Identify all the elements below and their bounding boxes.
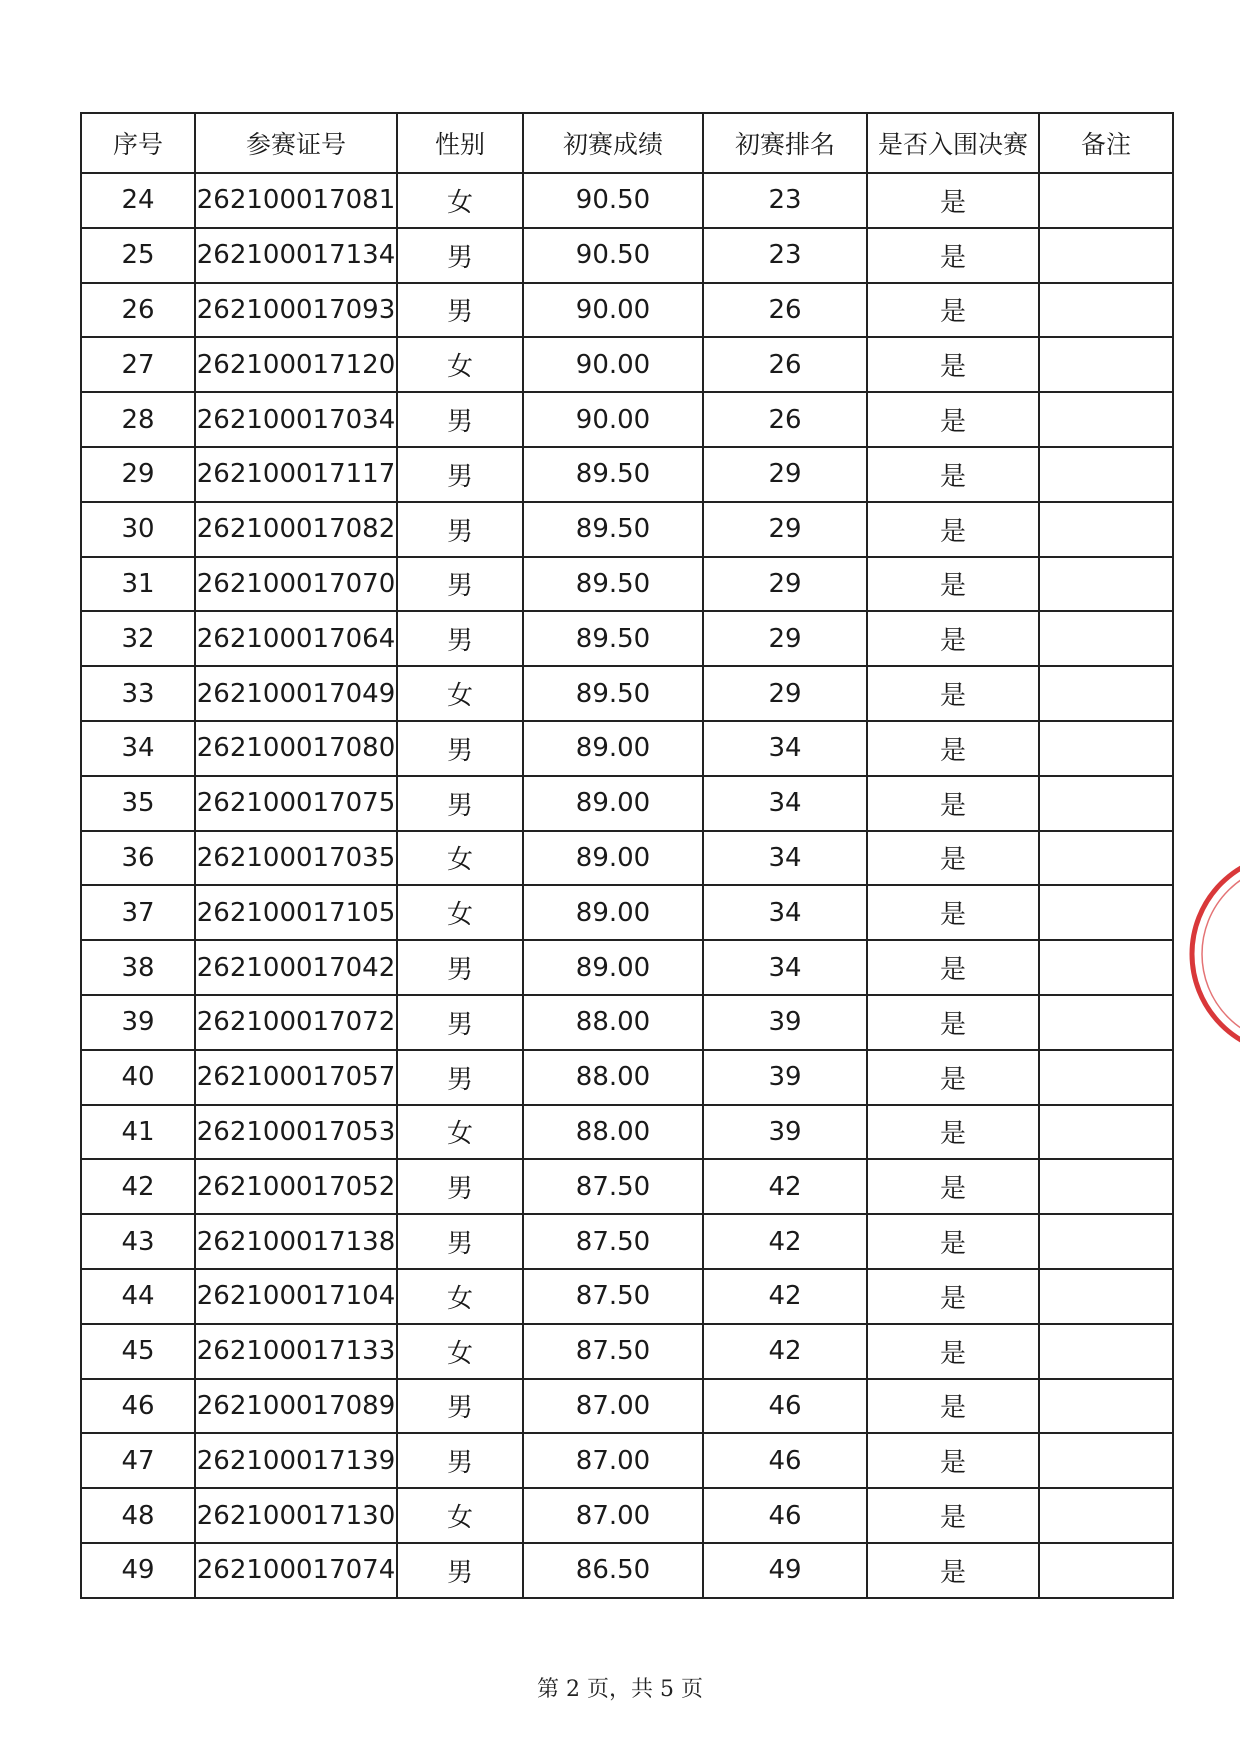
- cell-prelim-rank: 42: [703, 1324, 867, 1379]
- cell-remark: [1039, 1324, 1173, 1379]
- cell-remark: [1039, 885, 1173, 940]
- cell-remark: [1039, 666, 1173, 721]
- cell-prelim-rank: 42: [703, 1269, 867, 1324]
- table-row: [81, 1105, 1173, 1160]
- cell-prelim-rank: 29: [703, 502, 867, 557]
- cell-gender: 男: [397, 611, 523, 666]
- cell-prelim-score: 89.50: [523, 557, 703, 612]
- cell-seq: 34: [81, 721, 195, 776]
- cell-finalist: 是: [867, 1379, 1039, 1434]
- cell-gender: 女: [397, 337, 523, 392]
- cell-prelim-score: 89.50: [523, 502, 703, 557]
- table-row: [81, 1543, 1173, 1598]
- table-row: [81, 283, 1173, 338]
- header-remark: 备注: [1039, 113, 1173, 173]
- cell-prelim-score: 89.50: [523, 447, 703, 502]
- table-row: [81, 940, 1173, 995]
- cell-seq: 46: [81, 1379, 195, 1434]
- table-row: [81, 1269, 1173, 1324]
- cell-prelim-score: 90.00: [523, 337, 703, 392]
- cell-finalist: 是: [867, 611, 1039, 666]
- cell-finalist: 是: [867, 831, 1039, 886]
- cell-seq: 27: [81, 337, 195, 392]
- cell-remark: [1039, 1488, 1173, 1543]
- cell-prelim-score: 87.50: [523, 1214, 703, 1269]
- cell-prelim-rank: 34: [703, 776, 867, 831]
- table-header-row: [81, 113, 1173, 173]
- cell-finalist: 是: [867, 940, 1039, 995]
- cell-prelim-score: 89.00: [523, 721, 703, 776]
- cell-gender: 女: [397, 1488, 523, 1543]
- cell-remark: [1039, 228, 1173, 283]
- cell-prelim-score: 90.50: [523, 173, 703, 228]
- table-row: [81, 1433, 1173, 1488]
- header-prelim-rank: 初赛排名: [703, 113, 867, 173]
- cell-seq: 38: [81, 940, 195, 995]
- cell-prelim-rank: 34: [703, 721, 867, 776]
- cell-remark: [1039, 776, 1173, 831]
- cell-cert-number: 262100017093: [195, 283, 397, 338]
- cell-gender: 男: [397, 283, 523, 338]
- cell-cert-number: 262100017081: [195, 173, 397, 228]
- cell-seq: 29: [81, 447, 195, 502]
- cell-remark: [1039, 392, 1173, 447]
- cell-seq: 49: [81, 1543, 195, 1598]
- cell-finalist: 是: [867, 776, 1039, 831]
- cell-prelim-score: 88.00: [523, 995, 703, 1050]
- cell-finalist: 是: [867, 337, 1039, 392]
- cell-cert-number: 262100017049: [195, 666, 397, 721]
- table-row: [81, 228, 1173, 283]
- cell-gender: 男: [397, 392, 523, 447]
- cell-seq: 32: [81, 611, 195, 666]
- cell-prelim-score: 87.00: [523, 1379, 703, 1434]
- cell-prelim-score: 89.00: [523, 940, 703, 995]
- seal-ring: [1192, 854, 1240, 1054]
- cell-finalist: 是: [867, 721, 1039, 776]
- table-row: [81, 557, 1173, 612]
- table-row: [81, 173, 1173, 228]
- cell-remark: [1039, 940, 1173, 995]
- cell-finalist: 是: [867, 995, 1039, 1050]
- cell-seq: 41: [81, 1105, 195, 1160]
- table-body: [81, 173, 1173, 1598]
- cell-seq: 45: [81, 1324, 195, 1379]
- cell-finalist: 是: [867, 1214, 1039, 1269]
- cell-seq: 48: [81, 1488, 195, 1543]
- cell-finalist: 是: [867, 1324, 1039, 1379]
- cell-cert-number: 262100017074: [195, 1543, 397, 1598]
- cell-prelim-score: 90.00: [523, 392, 703, 447]
- table-row: [81, 1050, 1173, 1105]
- cell-remark: [1039, 831, 1173, 886]
- cell-gender: 男: [397, 1379, 523, 1434]
- cell-prelim-score: 89.50: [523, 666, 703, 721]
- cell-gender: 女: [397, 173, 523, 228]
- table-row: [81, 1324, 1173, 1379]
- cell-prelim-score: 89.50: [523, 611, 703, 666]
- header-prelim-score: 初赛成绩: [523, 113, 703, 173]
- cell-finalist: 是: [867, 666, 1039, 721]
- cell-cert-number: 262100017134: [195, 228, 397, 283]
- table-row: [81, 337, 1173, 392]
- cell-finalist: 是: [867, 1543, 1039, 1598]
- cell-prelim-rank: 26: [703, 283, 867, 338]
- results-table: [80, 112, 1174, 1599]
- page-footer: 第 2 页，共 5 页: [537, 1677, 703, 1702]
- cell-prelim-score: 87.50: [523, 1269, 703, 1324]
- cell-seq: 36: [81, 831, 195, 886]
- cell-remark: [1039, 337, 1173, 392]
- cell-finalist: 是: [867, 1488, 1039, 1543]
- cell-prelim-score: 87.00: [523, 1433, 703, 1488]
- cell-gender: 男: [397, 995, 523, 1050]
- cell-remark: [1039, 173, 1173, 228]
- table-row: [81, 721, 1173, 776]
- cell-cert-number: 262100017035: [195, 831, 397, 886]
- cell-gender: 男: [397, 940, 523, 995]
- cell-seq: 47: [81, 1433, 195, 1488]
- table-row: [81, 995, 1173, 1050]
- cell-gender: 男: [397, 776, 523, 831]
- table-row: [81, 447, 1173, 502]
- cell-prelim-rank: 26: [703, 392, 867, 447]
- table-row: [81, 1214, 1173, 1269]
- cell-prelim-score: 90.00: [523, 283, 703, 338]
- cell-prelim-rank: 29: [703, 666, 867, 721]
- table-row: [81, 885, 1173, 940]
- cell-gender: 女: [397, 1105, 523, 1160]
- cell-cert-number: 262100017075: [195, 776, 397, 831]
- table-row: [81, 502, 1173, 557]
- cell-remark: [1039, 1543, 1173, 1598]
- cell-remark: [1039, 1159, 1173, 1214]
- table-row: [81, 1159, 1173, 1214]
- cell-prelim-score: 89.00: [523, 776, 703, 831]
- cell-gender: 男: [397, 1050, 523, 1105]
- cell-finalist: 是: [867, 885, 1039, 940]
- cell-prelim-rank: 46: [703, 1488, 867, 1543]
- cell-remark: [1039, 447, 1173, 502]
- cell-prelim-score: 89.00: [523, 885, 703, 940]
- cell-prelim-rank: 42: [703, 1214, 867, 1269]
- cell-gender: 女: [397, 831, 523, 886]
- cell-cert-number: 262100017117: [195, 447, 397, 502]
- cell-cert-number: 262100017133: [195, 1324, 397, 1379]
- cell-seq: 24: [81, 173, 195, 228]
- cell-seq: 42: [81, 1159, 195, 1214]
- cell-gender: 男: [397, 1159, 523, 1214]
- cell-prelim-rank: 42: [703, 1159, 867, 1214]
- cell-prelim-rank: 39: [703, 1105, 867, 1160]
- cell-remark: [1039, 611, 1173, 666]
- cell-finalist: 是: [867, 228, 1039, 283]
- cell-prelim-rank: 49: [703, 1543, 867, 1598]
- cell-prelim-rank: 29: [703, 557, 867, 612]
- header-seq: 序号: [81, 113, 195, 173]
- cell-finalist: 是: [867, 1105, 1039, 1160]
- table-row: [81, 666, 1173, 721]
- cell-cert-number: 262100017072: [195, 995, 397, 1050]
- cell-seq: 28: [81, 392, 195, 447]
- cell-remark: [1039, 721, 1173, 776]
- cell-seq: 25: [81, 228, 195, 283]
- cell-seq: 31: [81, 557, 195, 612]
- cell-cert-number: 262100017105: [195, 885, 397, 940]
- cell-cert-number: 262100017080: [195, 721, 397, 776]
- cell-gender: 男: [397, 1433, 523, 1488]
- cell-seq: 40: [81, 1050, 195, 1105]
- cell-gender: 女: [397, 1324, 523, 1379]
- cell-seq: 44: [81, 1269, 195, 1324]
- cell-gender: 男: [397, 447, 523, 502]
- cell-finalist: 是: [867, 392, 1039, 447]
- cell-cert-number: 262100017089: [195, 1379, 397, 1434]
- table-row: [81, 776, 1173, 831]
- cell-seq: 26: [81, 283, 195, 338]
- cell-gender: 女: [397, 1269, 523, 1324]
- cell-cert-number: 262100017104: [195, 1269, 397, 1324]
- cell-seq: 30: [81, 502, 195, 557]
- cell-remark: [1039, 1050, 1173, 1105]
- cell-cert-number: 262100017034: [195, 392, 397, 447]
- cell-prelim-rank: 29: [703, 447, 867, 502]
- cell-seq: 43: [81, 1214, 195, 1269]
- cell-seq: 33: [81, 666, 195, 721]
- cell-cert-number: 262100017139: [195, 1433, 397, 1488]
- cell-prelim-score: 89.00: [523, 831, 703, 886]
- cell-cert-number: 262100017052: [195, 1159, 397, 1214]
- cell-cert-number: 262100017138: [195, 1214, 397, 1269]
- cell-finalist: 是: [867, 447, 1039, 502]
- cell-finalist: 是: [867, 173, 1039, 228]
- cell-prelim-rank: 23: [703, 228, 867, 283]
- cell-remark: [1039, 995, 1173, 1050]
- cell-remark: [1039, 1379, 1173, 1434]
- table-row: [81, 392, 1173, 447]
- cell-prelim-score: 87.00: [523, 1488, 703, 1543]
- cell-gender: 男: [397, 721, 523, 776]
- cell-cert-number: 262100017070: [195, 557, 397, 612]
- cell-prelim-rank: 23: [703, 173, 867, 228]
- cell-finalist: 是: [867, 1159, 1039, 1214]
- cell-remark: [1039, 1214, 1173, 1269]
- table-row: [81, 1379, 1173, 1434]
- cell-prelim-score: 87.50: [523, 1324, 703, 1379]
- cell-finalist: 是: [867, 502, 1039, 557]
- cell-prelim-score: 87.50: [523, 1159, 703, 1214]
- cell-remark: [1039, 502, 1173, 557]
- cell-remark: [1039, 1269, 1173, 1324]
- cell-finalist: 是: [867, 1269, 1039, 1324]
- cell-prelim-rank: 29: [703, 611, 867, 666]
- cell-remark: [1039, 283, 1173, 338]
- cell-prelim-rank: 39: [703, 1050, 867, 1105]
- cell-seq: 39: [81, 995, 195, 1050]
- cell-prelim-score: 90.50: [523, 228, 703, 283]
- header-finalist: 是否入围决赛: [867, 113, 1039, 173]
- cell-seq: 37: [81, 885, 195, 940]
- cell-finalist: 是: [867, 1050, 1039, 1105]
- table-row: [81, 1488, 1173, 1543]
- cell-gender: 男: [397, 1214, 523, 1269]
- cell-prelim-rank: 26: [703, 337, 867, 392]
- cell-cert-number: 262100017064: [195, 611, 397, 666]
- cell-prelim-score: 86.50: [523, 1543, 703, 1598]
- cell-cert-number: 262100017120: [195, 337, 397, 392]
- cell-gender: 男: [397, 502, 523, 557]
- cell-finalist: 是: [867, 557, 1039, 612]
- cell-finalist: 是: [867, 1433, 1039, 1488]
- cell-cert-number: 262100017130: [195, 1488, 397, 1543]
- header-gender: 性别: [397, 113, 523, 173]
- cell-gender: 男: [397, 228, 523, 283]
- cell-cert-number: 262100017057: [195, 1050, 397, 1105]
- cell-gender: 女: [397, 666, 523, 721]
- cell-prelim-rank: 46: [703, 1433, 867, 1488]
- cell-cert-number: 262100017042: [195, 940, 397, 995]
- cell-prelim-score: 88.00: [523, 1050, 703, 1105]
- header-cert-number: 参赛证号: [195, 113, 397, 173]
- cell-prelim-rank: 34: [703, 885, 867, 940]
- cell-finalist: 是: [867, 283, 1039, 338]
- cell-cert-number: 262100017082: [195, 502, 397, 557]
- table-row: [81, 831, 1173, 886]
- cell-gender: 男: [397, 557, 523, 612]
- cell-prelim-rank: 39: [703, 995, 867, 1050]
- cell-seq: 35: [81, 776, 195, 831]
- cell-cert-number: 262100017053: [195, 1105, 397, 1160]
- cell-prelim-score: 88.00: [523, 1105, 703, 1160]
- cell-gender: 男: [397, 1543, 523, 1598]
- cell-remark: [1039, 1433, 1173, 1488]
- results-sheet: [80, 112, 1172, 1599]
- cell-remark: [1039, 1105, 1173, 1160]
- table-row: [81, 611, 1173, 666]
- cell-prelim-rank: 46: [703, 1379, 867, 1434]
- cell-prelim-rank: 34: [703, 831, 867, 886]
- cell-gender: 女: [397, 885, 523, 940]
- cell-prelim-rank: 34: [703, 940, 867, 995]
- official-seal-stamp: [1182, 826, 1240, 1076]
- cell-remark: [1039, 557, 1173, 612]
